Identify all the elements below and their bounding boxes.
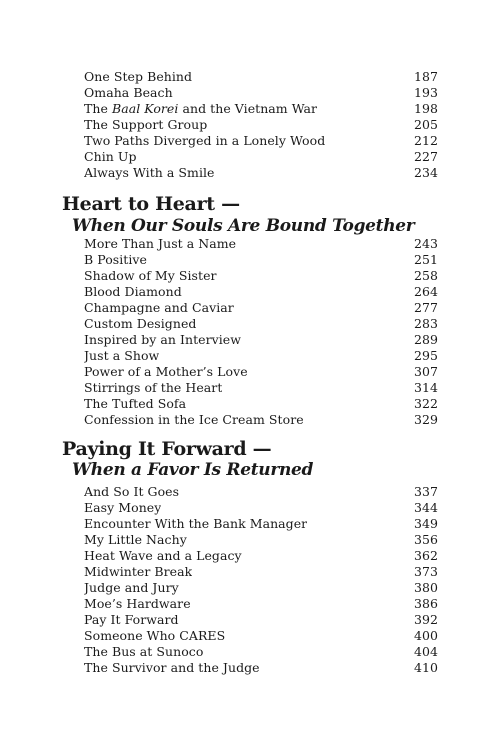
toc-entry: [84, 412, 438, 428]
toc-entry-page: 187: [413, 69, 438, 84]
toc-entry: [84, 101, 438, 117]
toc-entry: [84, 380, 438, 396]
toc-entry-page: 400: [413, 628, 438, 643]
toc-entry: [84, 516, 438, 532]
toc-entry: [84, 332, 438, 348]
section-subheading: When a Favor Is Returned: [72, 460, 314, 480]
toc-entry-title: Stirrings of the Heart: [84, 380, 223, 395]
toc-entry-page: 349: [413, 516, 438, 531]
toc-entry-title: More Than Just a Name: [84, 236, 237, 251]
toc-entry: [84, 484, 438, 500]
toc-entry-title: [84, 101, 317, 117]
toc-entry: [84, 548, 438, 564]
toc-entry: [84, 644, 438, 660]
toc-entry-title: Judge and Jury: [84, 580, 179, 595]
toc-entry-title: Omaha Beach: [84, 85, 173, 100]
toc-entry-page: 258: [413, 268, 438, 283]
toc-entry-title: The Bus at Sunoco: [84, 644, 204, 659]
toc-entry-title: Custom Designed: [84, 316, 197, 331]
section-subheading: When Our Souls Are Bound Together: [72, 216, 415, 236]
toc-entry-title: Two Paths Diverged in a Lonely Wood: [84, 133, 326, 148]
toc-entry: [84, 564, 438, 580]
toc-entry-page: 373: [413, 564, 438, 579]
toc-entry-page: 307: [413, 364, 438, 379]
toc-entry-page: 410: [413, 660, 438, 675]
toc-entry-title: Midwinter Break: [84, 564, 193, 579]
toc-entry-title: B Positive: [84, 252, 147, 267]
toc-entry-title-pre: The: [84, 101, 112, 116]
section-heading: Paying It Forward —: [62, 438, 272, 460]
toc-entry-page: 322: [413, 396, 438, 411]
toc-entry-title: Always With a Smile: [84, 165, 215, 180]
toc-entry-page: 205: [413, 117, 438, 132]
toc-entry: [84, 133, 438, 149]
toc-entry: [84, 596, 438, 612]
toc-entry-title: Someone Who CARES: [84, 628, 226, 643]
toc-entry-page: 234: [413, 165, 438, 180]
toc-entry-page: 337: [413, 484, 438, 499]
toc-entry-page: 380: [413, 580, 438, 595]
toc-entry-page: 289: [413, 332, 438, 347]
toc-entry: [84, 300, 438, 316]
toc-entry-page: 329: [413, 412, 438, 427]
toc-entry: [84, 149, 438, 165]
toc-entry-title: Easy Money: [84, 500, 162, 515]
toc-entry: [84, 252, 438, 268]
toc-entry-title: The Support Group: [84, 117, 208, 132]
toc-entry-title-emphasis: Baal Korei: [111, 101, 179, 116]
toc-entry-page: 277: [413, 300, 438, 315]
toc-entry: [84, 364, 438, 380]
toc-entry-title: Blood Diamond: [84, 284, 182, 299]
toc-entry-title: Encounter With the Bank Manager: [84, 516, 308, 531]
toc-entry-page: 227: [413, 149, 438, 164]
toc-entry-title: Inspired by an Interview: [84, 332, 242, 347]
toc-entry-title: Pay It Forward: [84, 612, 179, 627]
toc-entry-title: Just a Show: [84, 348, 160, 363]
toc-entry-title: Moe’s Hardware: [84, 596, 191, 611]
toc-entry-title: One Step Behind: [84, 69, 193, 84]
toc-entry-page: 356: [413, 532, 438, 547]
toc-entry: [84, 165, 438, 181]
toc-entry: [84, 284, 438, 300]
toc-entry-title: Power of a Mother’s Love: [84, 364, 248, 379]
toc-entry-page: 295: [413, 348, 438, 363]
toc-entry: [84, 612, 438, 628]
toc-entry-title: Heat Wave and a Legacy: [84, 548, 242, 563]
toc-entry: [84, 348, 438, 364]
toc-entry: [84, 628, 438, 644]
toc-entry-page: 198: [413, 101, 438, 116]
toc-entry-page: 264: [413, 284, 438, 299]
toc-entry-title-post: and the Vietnam War: [178, 101, 318, 116]
toc-entry-page: 404: [413, 644, 438, 659]
toc-entry: [84, 85, 438, 101]
toc-entry-page: 193: [413, 85, 438, 100]
toc-entry-page: 212: [413, 133, 438, 148]
toc-entry: [84, 580, 438, 596]
toc-entry: [84, 532, 438, 548]
toc-entry: [84, 236, 438, 252]
toc-entry: [84, 69, 438, 85]
section-heading: Heart to Heart —: [62, 193, 240, 215]
toc-entry: [84, 396, 438, 412]
toc-entry-page: 251: [413, 252, 438, 267]
toc-entry-title: Champagne and Caviar: [84, 300, 234, 315]
toc-entry-page: 314: [413, 380, 438, 395]
toc-entry: [84, 268, 438, 284]
toc-entry-title: And So It Goes: [84, 484, 180, 499]
toc-entry-page: 386: [413, 596, 438, 611]
toc-entry-page: 283: [413, 316, 438, 331]
toc-entry-page: 392: [413, 612, 438, 627]
toc-entry: [84, 117, 438, 133]
toc-entry-page: 362: [413, 548, 438, 563]
toc-entry: [84, 316, 438, 332]
toc-entry-title: Chin Up: [84, 149, 137, 164]
toc-entry: [84, 660, 438, 676]
toc-entry-title: The Survivor and the Judge: [84, 660, 260, 675]
toc-entry-page: 243: [413, 236, 438, 251]
toc-entry-title: Shadow of My Sister: [84, 268, 217, 283]
toc-entry-title: My Little Nachy: [84, 532, 187, 547]
toc-entry-title: Confession in the Ice Cream Store: [84, 412, 304, 427]
toc-entry-page: 344: [413, 500, 438, 515]
toc-entry-title: The Tufted Sofa: [84, 396, 187, 411]
toc-entry: [84, 500, 438, 516]
